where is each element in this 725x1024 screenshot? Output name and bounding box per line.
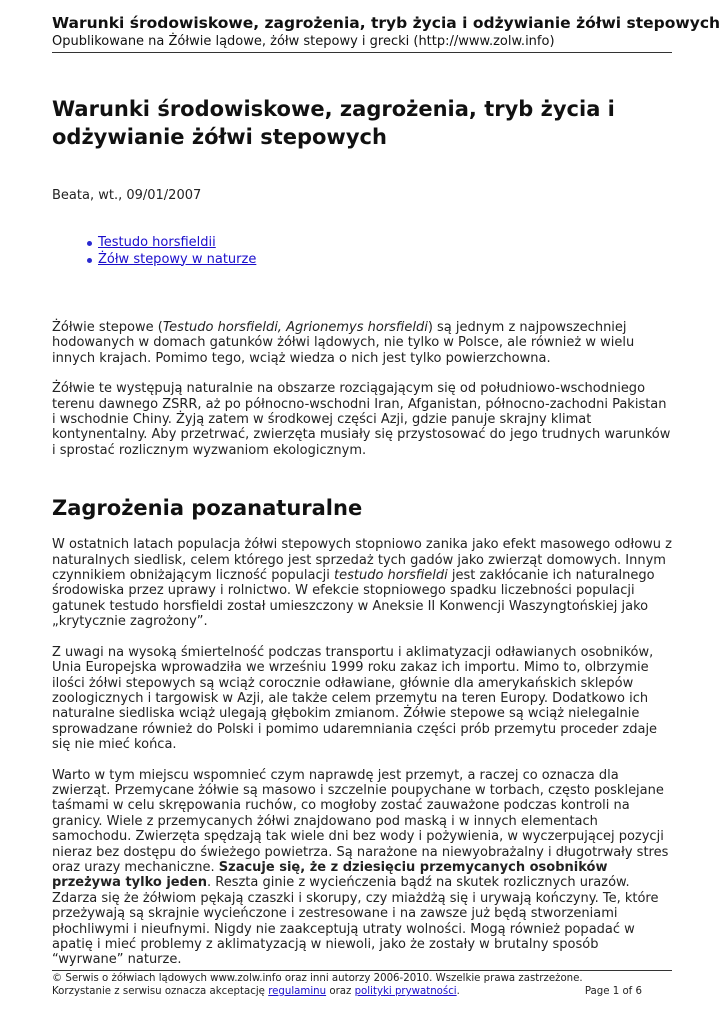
text-run: oraz [326, 986, 355, 997]
tag-link-zolw-stepowy[interactable]: Żółw stepowy w naturze [98, 251, 257, 267]
section-paragraph-3 [52, 768, 674, 968]
text-run: jest zakłócanie ich naturalnego środowiska przez uprawy i rolnictwo. W efekcie stopniowego spadku liczebności populacji gatunek testudo horsfieldi został umieszczony w Aneksie II Konwencji Waszyngtońskiej jako „krytycznie zagrożony”. [52, 568, 655, 630]
section-paragraph-1 [52, 537, 674, 629]
header-divider [52, 52, 672, 53]
text-run: Warto w tym miejscu wspomnieć czym naprawdę jest przemyt, a raczej co oznacza dla zwierząt. Przemycane żółwie są masowo i szczelnie poupychane w torbach, często posklejane taśmami w celu skrępowania ruchów, co mogłoby zostać zauważone podczas kontroli na granicy. Wiele z przemycanych żółwi znajdowano pod maską i w innych elementach samochodu. Zwierzęta spędzają tak wiele dni bez wody i pożywienia, w wyczerpującej pozycji nieraz bez dostępu do świeżego powietrza. Są narażone na niewyobrażalny i długotrwały stres oraz urazy mechaniczne. [52, 767, 669, 875]
text-run: Korzystanie z serwisu oznacza akceptację [52, 986, 269, 997]
page-number: Page 1 of 6 [584, 986, 642, 997]
header-title: Warunki środowiskowe, zagrożenia, tryb życia i odżywianie żółwi stepowych [52, 14, 721, 32]
species-name-italic: Testudo horsfieldi, Agrionemys horsfieldi [162, 320, 428, 335]
page-header [52, 14, 721, 50]
footer-divider [52, 970, 672, 971]
text-run: W ostatnich latach populacja żółwi stepowych stopniowo zanika jako efekt masowego odłowu z naturalnych siedlisk, celem którego jest sprzedaż tych gadów jako zwierząt domowych. Innym czynnikiem obniżającym liczność populacji [52, 537, 673, 584]
intro-paragraph-1 [52, 320, 674, 366]
article-title: Warunki środowiskowe, zagrożenia, tryb życia i odżywianie żółwi stepowych [52, 97, 615, 149]
article-content [52, 95, 674, 968]
header-source: Opublikowane na Żółwie lądowe, żółw stepowy i grecki (http://www.zolw.info) [52, 34, 555, 49]
text-run: Żółwie stepowe ( [52, 320, 163, 335]
privacy-link[interactable]: polityki prywatności [354, 986, 457, 997]
footer-terms [52, 985, 672, 998]
terms-link[interactable]: regulaminu [268, 986, 327, 997]
emphasis-bold: Szacuje się, że z dziesięciu przemycanych osobników przeżywa tylko jeden [52, 859, 608, 891]
section-paragraph-2: Z uwagi na wysoką śmiertelność podczas transportu i aklimatyzacji odławianych osobników, Unia Europejska wprowadziła we wrześniu 1999 roku zakaz ich importu. Mimo to, olbrzymie ilości żółwi stepowych są wciąż corocznie odławiane, głównie dla amerykańskich sklepów zoologicznych i targowisk w Azji, ale także celem przemytu na teren Europy. Dodatkowo ich naturalne siedliska wciąż ulegają głębokim zmianom. Żółwie stepowe są wciąż nielegalnie sprowadzane również do Polski i pomimo udaremniania części prób przemytu proceder zdaje się nie mieć końca. [52, 644, 658, 753]
text-run: ) są jednym z najpowszechniej hodowanych w domach gatunków żółwi lądowych, nie tylko w Polsce, ale również w wielu innych krajach. Pomimo tego, wciąż wiedza o nich jest tylko powierzchowna. [52, 320, 635, 366]
footer-copyright: © Serwis o żółwiach lądowych www.zolw.info oraz inni autorzy 2006-2010. Wszelkie prawa zastrzeżone. [52, 973, 583, 984]
page-footer [52, 972, 672, 998]
tag-item [98, 235, 674, 252]
text-run: . [456, 986, 460, 997]
tag-list [52, 235, 674, 268]
author-date: Beata, wt., 09/01/2007 [52, 188, 202, 203]
intro-paragraph-2: Żółwie te występują naturalnie na obszarze rozciągającym się od południowo-wschodniego terenu dawnego ZSRR, aż po północno-wschodni Iran, Afganistan, północno-zachodni Pakistan i wschodnie Chiny. Żyją zatem w środkowej części Azji, gdzie panuje skrajny klimat kontynentalny. Aby przetrwać, zwierzęta musiały się przystosować do jego trudnych warunków i sprostać rozlicznym wyzwaniom ekologicznym. [52, 381, 671, 458]
tag-link-testudo[interactable]: Testudo horsfieldii [98, 235, 216, 250]
species-name-italic: testudo horsfieldi [333, 568, 448, 584]
section-heading: Zagrożenia pozanaturalne [52, 496, 363, 521]
text-run: . Reszta ginie z wycieńczenia bądź na skutek rozlicznych urazów. Zdarza się że żółwiom pękają czaszki i skorupy, czy miażdżą się i urywają kończyny. Te, które przeżywają są skrajnie wycieńczone i zestresowane i na zawsze już będą stworzeniami płochliwymi i nieufnymi. Nigdy nie zaakceptują utraty wolności. Mogą również popadać w apatię i mieć problemy z aklimatyzacją w niewoli, jako że zostały w brutalny sposób “wyrwane” naturze. [52, 875, 659, 968]
tag-item [98, 252, 674, 269]
